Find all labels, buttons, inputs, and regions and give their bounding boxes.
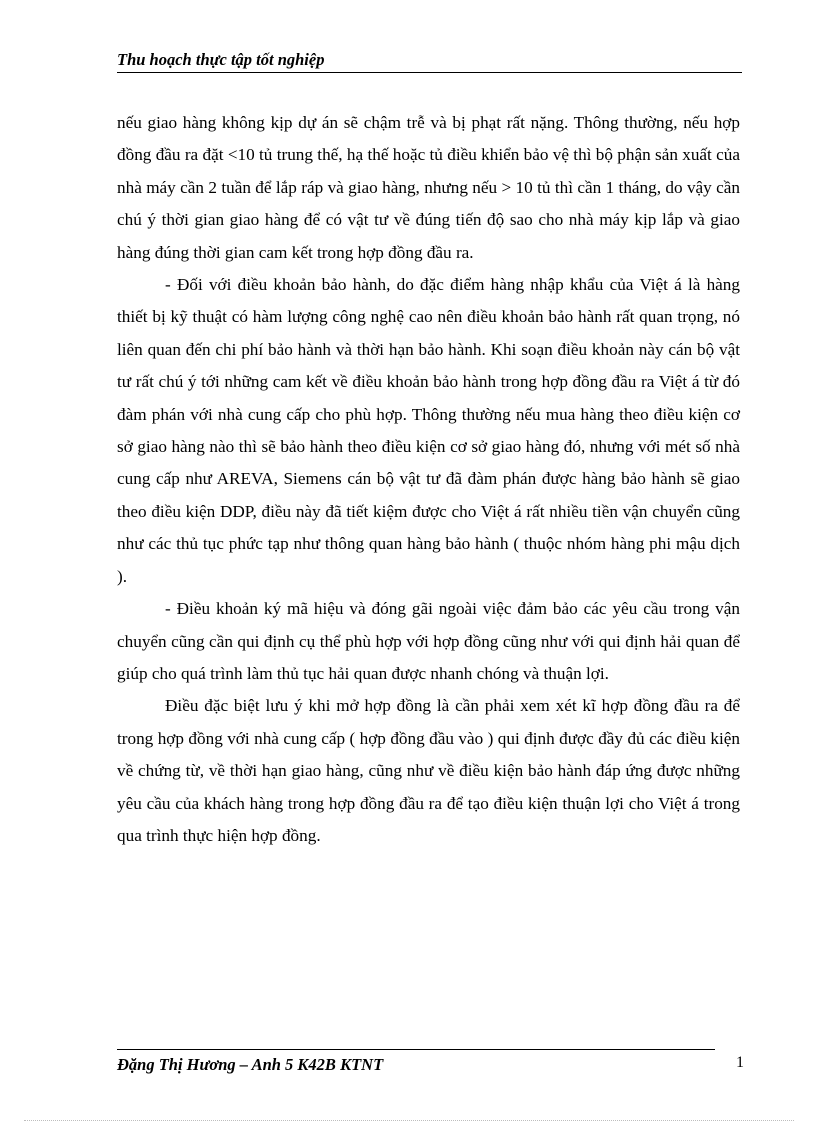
footer-divider [117,1049,715,1050]
page-number: 1 [736,1054,744,1071]
page-bottom-border [24,1120,794,1121]
header-title: Thu hoạch thực tập tốt nghiệp [117,50,325,69]
footer-author: Đặng Thị Hương – Anh 5 K42B KTNT [117,1055,384,1074]
paragraph-delivery-time: nếu giao hàng không kịp dự án sẽ chậm trễ và bị phạt rất nặng. Thông thường, nếu hợp đồng đầu ra đặt <10 tủ trung thế, hạ thế hoặc tủ điều khiển bảo vệ thì bộ phận sản xuất của nhà máy cần 2 tuần để lắp ráp và giao hàng, nhưng nếu > 10 tủ thì cần 1 tháng, do vậy cần chú ý thời gian giao hàng để có vật tư về đúng tiến độ sao cho nhà máy kịp lắp và giao hàng đúng thời gian cam kết trong hợp đồng đầu ra. [117,113,740,262]
paragraph-special-note: Điều đặc biệt lưu ý khi mở hợp đồng là cần phải xem xét kĩ hợp đồng đầu ra để trong hợp đồng với nhà cung cấp ( hợp đồng đầu vào ) qui định được đầy đủ các điều kiện về chứng từ, về thời hạn giao hàng, cũng như về điều kiện bảo hành đáp ứng được những yêu cầu của khách hàng trong hợp đồng đầu ra để tạo điều kiện thuận lợi cho Việt á trong qua trình thực hiện hợp đồng. [117,696,740,845]
document-body [117,107,740,852]
paragraph-warranty-clause: - Đối với điều khoản bảo hành, do đặc điểm hàng nhập khẩu của Việt á là hàng thiết bị kỹ thuật có hàm lượng công nghệ cao nên điều khoản bảo hành rất quan trọng, nó liên quan đến chi phí bảo hành và thời hạn bảo hành. Khi soạn điều khoản này cán bộ vật tư rất chú ý tới những cam kết về điều khoản bảo hành trong hợp đồng đầu ra Việt á từ đó đàm phán với nhà cung cấp cho phù hợp. Thông thường nếu mua hàng theo điều kiện cơ sở giao hàng nào thì sẽ bảo hành theo điều kiện cơ sở giao hàng đó, nhưng với mét số nhà cung cấp như AREVA, Siemens cán bộ vật tư đã đàm phán được hàng bảo hành sẽ giao theo điều kiện DDP, điều này đã tiết kiệm được cho Việt á rất nhiều tiền vận chuyển cũng như các thủ tục phức tạp như thông quan hàng bảo hành ( thuộc nhóm hàng phi mậu dịch ). [117,275,740,586]
paragraph-marking-packing-clause: - Điều khoản ký mã hiệu và đóng gãi ngoài việc đảm bảo các yêu cầu trong vận chuyển cũng cần qui định cụ thể phù hợp với hợp đồng cũng như với qui định hải quan để giúp cho quá trình làm thủ tục hải quan được nhanh chóng và thuận lợi. [117,599,740,683]
page-header [117,50,742,73]
